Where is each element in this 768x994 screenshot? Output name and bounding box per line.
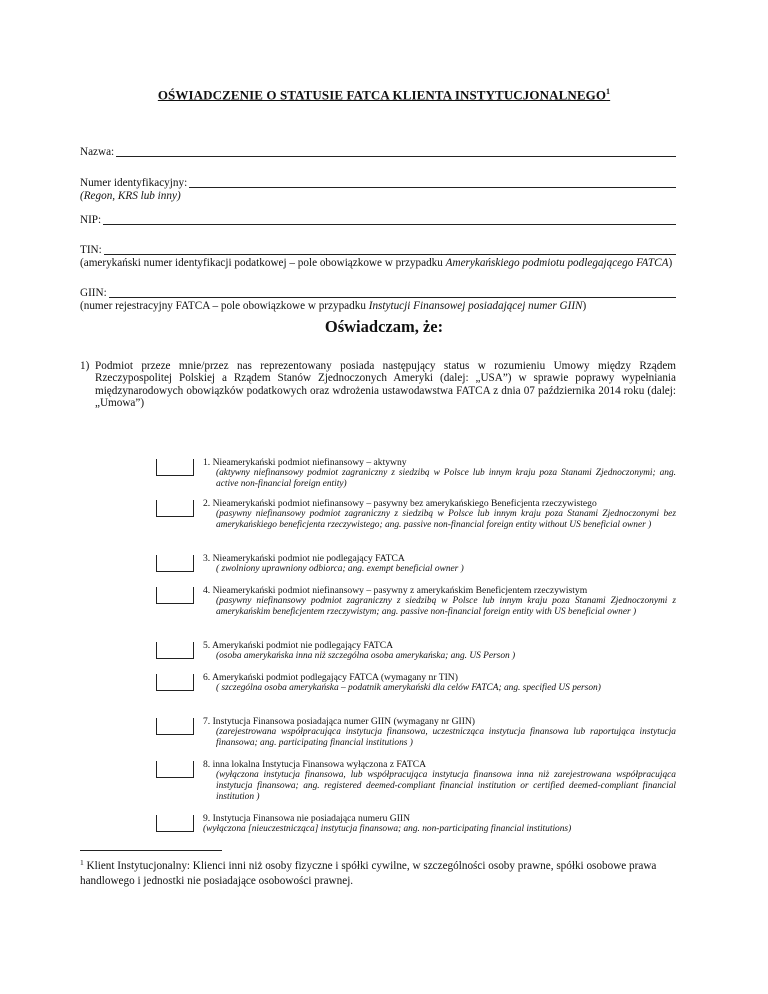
option-6-title: 6. Amerykański podmiot podlegający FATCA (wymagany nr TIN) — [203, 672, 458, 683]
option-3-desc: ( zwolniony uprawniony odbiorca; ang. exempt beneficial owner ) — [216, 564, 464, 574]
document-title-text: OŚWIADCZENIE O STATUSIE FATCA KLIENTA INSTYTUCJONALNEGO — [157, 87, 607, 103]
field-giin-input-line[interactable] — [109, 286, 676, 298]
option-5-desc: (osoba amerykańska inna niż szczególna osoba amerykańska; ang. US Person ) — [216, 651, 516, 661]
option-7-desc: (zarejestrowana współpracująca instytucja finansowa, uczestnicząca instytucja finansowa lub raportująca instytucja finansowa; ang. participating financial institutions ) — [216, 727, 676, 748]
field-id-number-label: Numer identyfikacyjny: — [80, 177, 188, 189]
option-7-title: 7. Instytucja Finansowa posiadająca numer GIIN (wymagany nr GIIN) — [203, 716, 476, 727]
option-6-checkbox[interactable] — [156, 674, 194, 691]
option-3-checkbox[interactable] — [156, 555, 194, 572]
option-9-checkbox[interactable] — [156, 815, 194, 832]
option-9-desc: (wyłączona [nieuczestnicząca] instytucja finansowa; ang. non-participating financial institutions) — [203, 824, 572, 834]
field-nip-input-line[interactable] — [103, 213, 676, 225]
option-8-checkbox[interactable] — [156, 761, 194, 778]
option-8-title: 8. inna lokalna Instytucja Finansowa wyłączona z FATCA — [203, 759, 427, 770]
field-giin-hint-italic: Instytucji Finansowej posiadającej numer GIIN — [368, 300, 583, 312]
option-3-title: 3. Nieamerykański podmiot nie podlegający FATCA — [203, 553, 405, 564]
footnote-divider — [80, 850, 222, 851]
field-nip — [80, 213, 676, 227]
footnote-text: Klient Instytucjonalny: Klienci inni niż osoby fizyczne i spółki cywilne, w szczególności osoby prawne, spółki osobowe prawa handlowego i jednostki nie posiadające osobowości prawnej. — [80, 860, 657, 887]
field-id-number — [80, 176, 676, 203]
option-7-checkbox[interactable] — [156, 718, 194, 735]
option-1-title: 1. Nieamerykański podmiot niefinansowy – aktywny — [203, 457, 407, 468]
option-2-checkbox[interactable] — [156, 500, 194, 517]
option-8-desc: (wyłączona instytucja finansowa, lub współpracująca instytucja finansowa inna niż zarejestrowana współpracująca instytucja finansowa; ang. registered deemed-compliant financial institution or certified deemed-compliant financial institution ) — [216, 770, 676, 802]
field-giin-hint-plain: (numer rejestracyjny FATCA – pole obowiązkowe w przypadku — [80, 300, 369, 312]
field-id-number-input-line[interactable] — [189, 176, 676, 188]
field-name-label: Nazwa: — [80, 146, 115, 158]
field-tin-hint-italic: Amerykańskiego podmiotu podlegającego FATCA — [445, 257, 669, 269]
field-id-number-hint: (Regon, KRS lub inny) — [80, 190, 181, 202]
field-nip-label: NIP: — [80, 214, 102, 226]
field-tin-hint-end: ) — [668, 257, 673, 269]
option-1-desc: (aktywny niefinansowy podmiot zagraniczny z siedzibą w Polsce lub innym kraju poza Stanami Zjednoczonymi; ang. active non-financial foreign entity) — [216, 468, 676, 489]
field-giin-hint — [80, 300, 676, 313]
declaration-item-number: 1) — [80, 360, 90, 372]
option-6-desc: ( szczególna osoba amerykańska – podatnik amerykański dla celów FATCA; ang. specified US person) — [216, 683, 601, 693]
option-4-title: 4. Nieamerykański podmiot niefinansowy – pasywny z amerykańskim Beneficjentem rzeczywistym — [203, 585, 588, 596]
footnote-marker: 1 — [80, 858, 84, 867]
document-title — [0, 87, 768, 103]
field-giin-label: GIIN: — [80, 287, 107, 299]
field-tin-hint-plain: (amerykański numer identyfikacji podatkowej – pole obowiązkowe w przypadku — [80, 257, 446, 269]
field-tin — [80, 243, 676, 270]
option-9-title: 9. Instytucja Finansowa nie posiadająca numeru GIIN — [203, 813, 411, 824]
title-footnote-ref: 1 — [606, 87, 611, 96]
option-5-title: 5. Amerykański podmiot nie podlegający FATCA — [203, 640, 394, 651]
declaration-intro-text: Podmiot przeze mnie/przez nas reprezentowany posiada następujący status w rozumieniu Umowy między Rządem Rzeczypospolitej Polskiej a Rządem Stanów Zjednoczonych Ameryki (dalej: „USA”) w sprawie poprawy wypełniania międzynarodowych obowiązków podatkowych oraz wdrożenia ustawodawstwa FATCA z dnia 07 października 2014 roku (dalej: „Umowa”) — [95, 360, 676, 409]
option-1-checkbox[interactable] — [156, 459, 194, 476]
field-name — [80, 145, 676, 159]
option-4-desc: (pasywny niefinansowy podmiot zagraniczny z siedzibą w Polsce lub innym kraju poza Stanami Zjednoczonymi z amerykańskim beneficjentem rzeczywistym; ang. passive non-financial foreign entity with US beneficial owner ) — [216, 596, 676, 617]
field-tin-hint — [80, 257, 676, 270]
field-giin-hint-end: ) — [582, 300, 587, 312]
option-2-desc: (pasywny niefinansowy podmiot zagraniczny z siedzibą w Polsce lub innym kraju poza Stanami Zjednoczonymi bez amerykańskiego beneficjenta rzeczywistego; ang. passive non-financial foreign entity without US beneficial owner ) — [216, 509, 676, 530]
field-tin-label: TIN: — [80, 244, 102, 256]
option-5-checkbox[interactable] — [156, 642, 194, 659]
field-name-input-line[interactable] — [116, 145, 676, 157]
field-tin-input-line[interactable] — [104, 243, 676, 255]
footnote — [80, 859, 680, 889]
option-2-title: 2. Nieamerykański podmiot niefinansowy – pasywny bez amerykańskiego Beneficjenta rzeczywistego — [203, 498, 597, 509]
field-giin — [80, 286, 676, 313]
declaration-intro — [80, 360, 676, 409]
declaration-heading: Oświadczam, że: — [324, 317, 444, 336]
option-4-checkbox[interactable] — [156, 587, 194, 604]
